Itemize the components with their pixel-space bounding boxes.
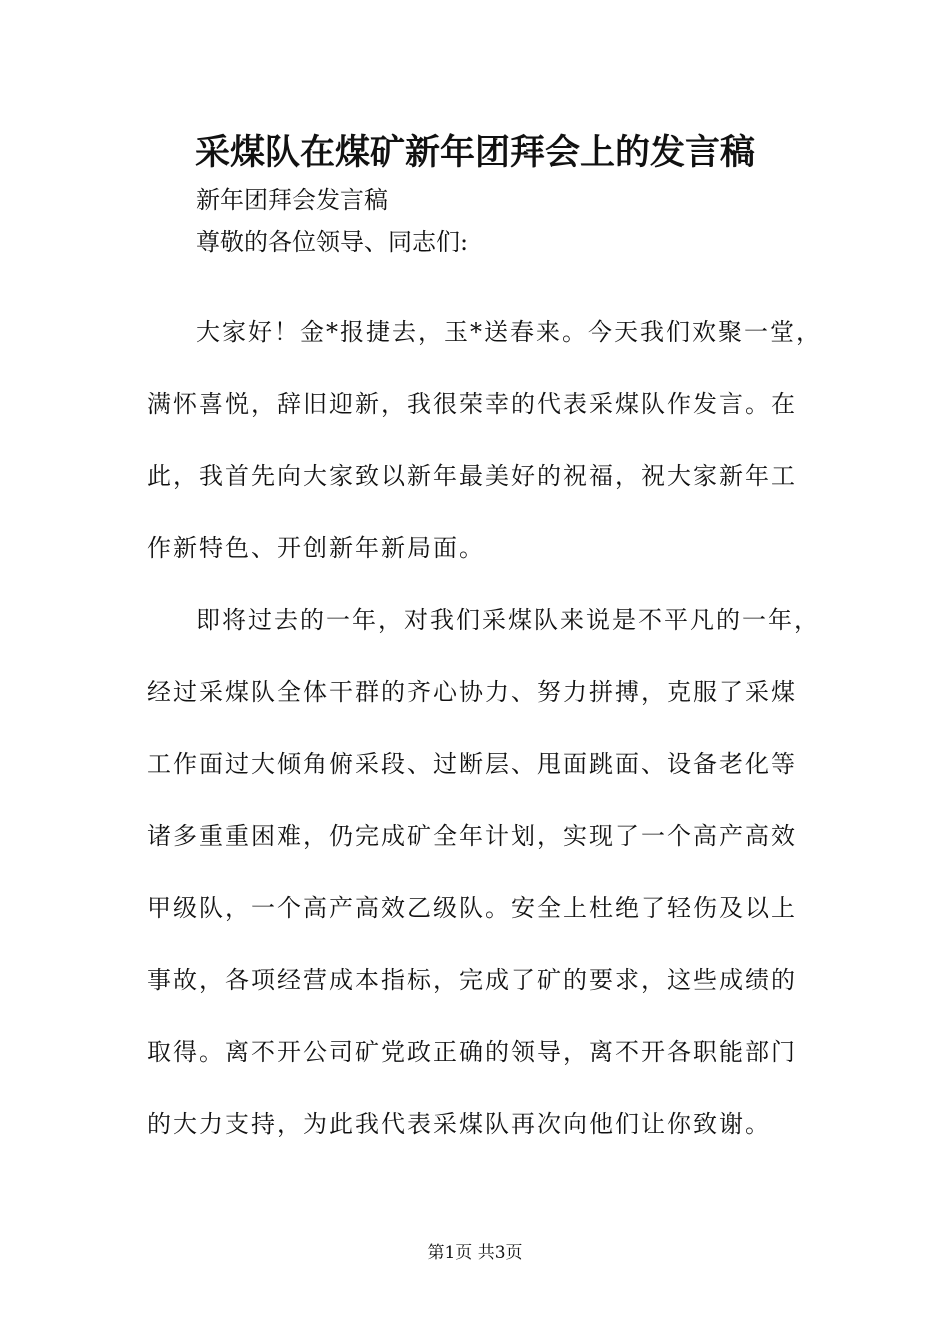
paragraph-line: 甲级队，一个高产高效乙级队。安全上杜绝了轻伤及以上 — [147, 894, 797, 922]
paragraph-line: 的大力支持，为此我代表采煤队再次向他们让你致谢。 — [147, 1110, 771, 1138]
paragraph-line: 事故，各项经营成本指标，完成了矿的要求，这些成绩的 — [147, 966, 797, 994]
paragraph-line: 工作面过大倾角俯采段、过断层、甩面跳面、设备老化等 — [147, 750, 797, 778]
salutation: 尊敬的各位领导、同志们: — [196, 228, 469, 256]
paragraph-line: 大家好！金*报捷去，玉*送春来。今天我们欢聚一堂， — [196, 318, 822, 346]
paragraph-2 — [147, 584, 827, 1160]
paragraph-1 — [147, 296, 827, 584]
paragraph-line: 经过采煤队全体干群的齐心协力、努力拼搏，克服了采煤 — [147, 678, 797, 706]
paragraph-line: 作新特色、开创新年新局面。 — [147, 534, 485, 562]
paragraph-line: 满怀喜悦，辞旧迎新，我很荣幸的代表采煤队作发言。在 — [147, 390, 797, 418]
paragraph-line: 取得。离不开公司矿党政正确的领导，离不开各职能部门 — [147, 1038, 797, 1066]
document-title: 采煤队在煤矿新年团拜会上的发言稿 — [194, 132, 755, 173]
page-footer: 第1页 共3页 — [427, 1243, 523, 1263]
paragraph-line: 此，我首先向大家致以新年最美好的祝福，祝大家新年工 — [147, 462, 797, 490]
paragraph-line: 即将过去的一年，对我们采煤队来说是不平凡的一年， — [196, 606, 820, 634]
paragraph-line: 诸多重重困难，仍完成矿全年计划，实现了一个高产高效 — [147, 822, 797, 850]
document-subtitle: 新年团拜会发言稿 — [196, 186, 388, 214]
